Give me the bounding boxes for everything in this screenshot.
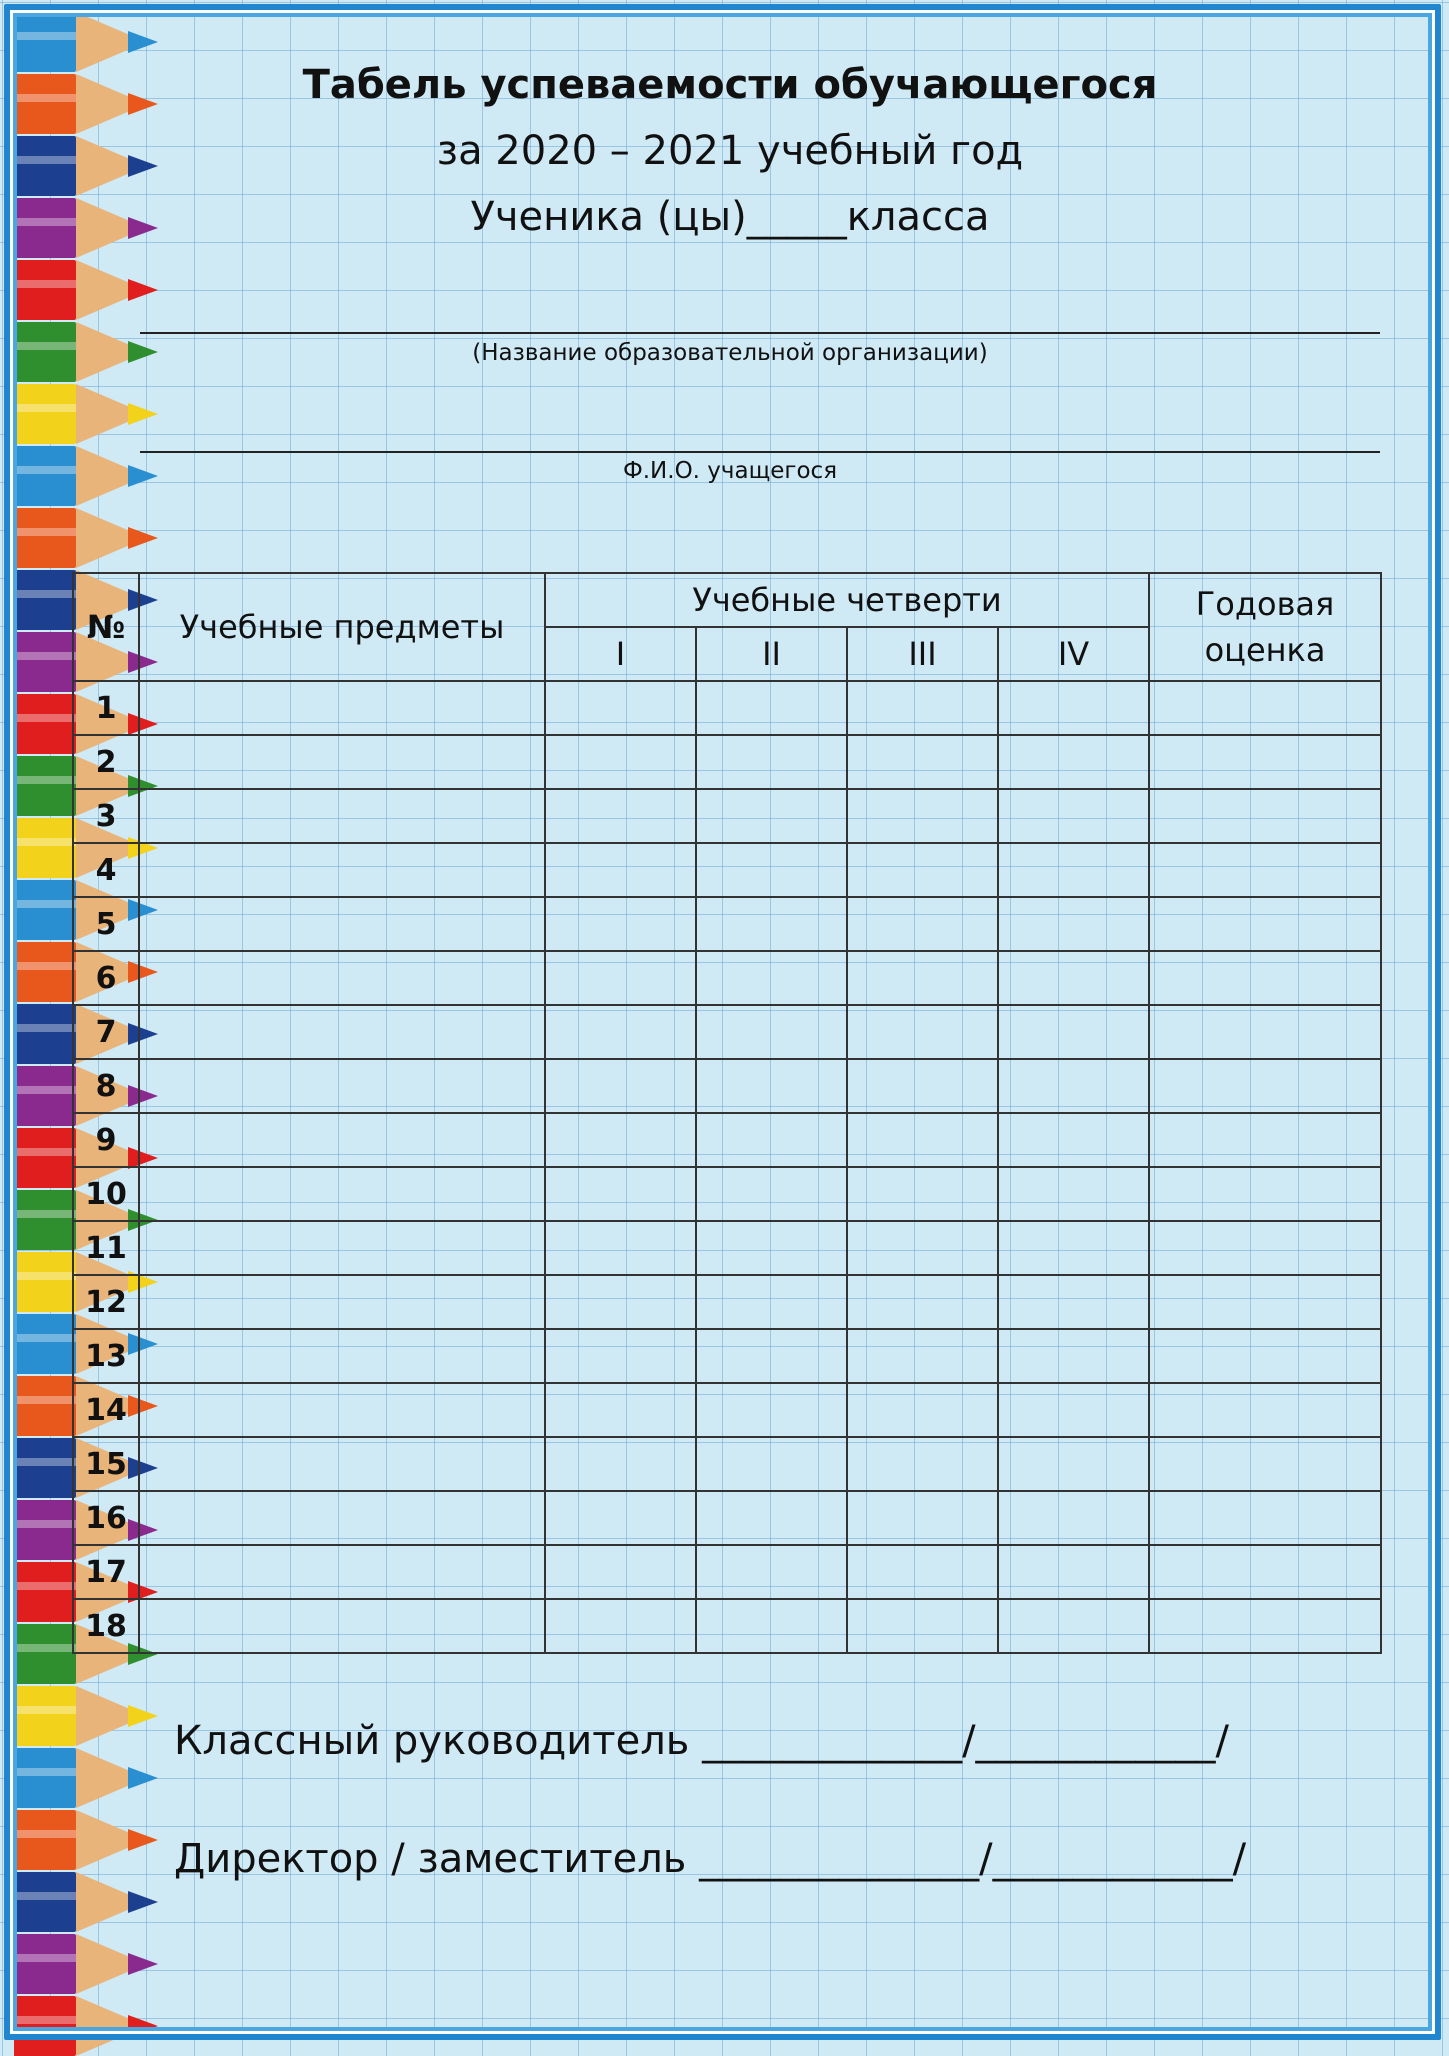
subject-cell[interactable] xyxy=(139,1167,545,1221)
pencil-icon xyxy=(14,1872,164,1932)
quarter-2-cell[interactable] xyxy=(696,681,847,735)
quarter-1-cell[interactable] xyxy=(545,1005,696,1059)
quarter-4-cell[interactable] xyxy=(998,1599,1149,1653)
quarter-4-header: IV xyxy=(998,627,1149,681)
table-row xyxy=(73,1221,1381,1275)
quarter-3-cell[interactable] xyxy=(847,897,998,951)
class-line: Ученика (цы)_____класса xyxy=(470,194,990,240)
quarter-2-cell[interactable] xyxy=(696,1599,847,1653)
quarter-2-cell[interactable] xyxy=(696,1113,847,1167)
quarter-2-cell[interactable] xyxy=(696,1167,847,1221)
quarter-2-cell[interactable] xyxy=(696,1437,847,1491)
quarter-3-cell[interactable] xyxy=(847,951,998,1005)
quarter-3-cell[interactable] xyxy=(847,1167,998,1221)
quarter-2-cell[interactable] xyxy=(696,1005,847,1059)
quarter-2-cell[interactable] xyxy=(696,1275,847,1329)
quarters-header: Учебные четверти xyxy=(545,573,1149,627)
quarter-1-cell[interactable] xyxy=(545,951,696,1005)
annual-grade-cell[interactable] xyxy=(1149,897,1381,951)
table-row xyxy=(73,843,1381,897)
quarter-2-cell[interactable] xyxy=(696,1329,847,1383)
subject-cell[interactable] xyxy=(139,1383,545,1437)
quarter-2-cell[interactable] xyxy=(696,1221,847,1275)
quarter-1-cell[interactable] xyxy=(545,1167,696,1221)
row-number: 5 xyxy=(73,897,139,951)
annual-grade-cell[interactable] xyxy=(1149,1167,1381,1221)
annual-grade-label-1: Годовая xyxy=(1195,585,1335,623)
table-row xyxy=(73,1545,1381,1599)
student-name-line[interactable] xyxy=(140,451,1380,453)
pencil-icon xyxy=(14,260,164,320)
quarter-1-cell[interactable] xyxy=(545,1329,696,1383)
subject-cell[interactable] xyxy=(139,789,545,843)
quarter-4-cell[interactable] xyxy=(998,951,1149,1005)
table-row xyxy=(73,1167,1381,1221)
table-row xyxy=(73,1491,1381,1545)
quarter-1-cell[interactable] xyxy=(545,1599,696,1653)
subjects-header: Учебные предметы xyxy=(139,573,545,681)
quarter-4-cell[interactable] xyxy=(998,735,1149,789)
quarter-1-cell[interactable] xyxy=(545,735,696,789)
quarter-1-cell[interactable] xyxy=(545,681,696,735)
quarter-4-cell[interactable] xyxy=(998,843,1149,897)
pencil-icon xyxy=(14,1748,164,1808)
quarter-3-cell[interactable] xyxy=(847,1491,998,1545)
subject-cell[interactable] xyxy=(139,951,545,1005)
annual-grade-label-2: оценка xyxy=(1204,631,1326,669)
table-row xyxy=(73,897,1381,951)
table-row xyxy=(73,1113,1381,1167)
quarter-2-cell[interactable] xyxy=(696,789,847,843)
subject-cell[interactable] xyxy=(139,1599,545,1653)
organization-name-line[interactable] xyxy=(140,332,1380,334)
subject-cell[interactable] xyxy=(139,1545,545,1599)
row-number: 15 xyxy=(73,1437,139,1491)
annual-grade-cell[interactable] xyxy=(1149,1599,1381,1653)
quarter-3-cell[interactable] xyxy=(847,1383,998,1437)
quarter-4-cell[interactable] xyxy=(998,1545,1149,1599)
table-row xyxy=(73,1329,1381,1383)
pencil-icon xyxy=(14,1996,164,2056)
row-number: 4 xyxy=(73,843,139,897)
quarter-3-cell[interactable] xyxy=(847,843,998,897)
quarter-3-cell[interactable] xyxy=(847,681,998,735)
quarter-4-cell[interactable] xyxy=(998,681,1149,735)
pencil-icon xyxy=(14,1934,164,1994)
row-number: 1 xyxy=(73,681,139,735)
annual-grade-cell[interactable] xyxy=(1149,843,1381,897)
quarter-2-cell[interactable] xyxy=(696,735,847,789)
report-card-title: Табель успеваемости обучающегося xyxy=(302,62,1158,108)
table-row xyxy=(73,951,1381,1005)
annual-grade-cell[interactable] xyxy=(1149,1221,1381,1275)
annual-grade-cell[interactable] xyxy=(1149,1005,1381,1059)
row-number: 3 xyxy=(73,789,139,843)
table-row xyxy=(73,681,1381,735)
quarter-3-cell[interactable] xyxy=(847,789,998,843)
quarter-3-cell[interactable] xyxy=(847,1437,998,1491)
annual-grade-header xyxy=(1149,573,1381,681)
number-header: № xyxy=(73,573,139,681)
table-row xyxy=(73,1437,1381,1491)
row-number: 2 xyxy=(73,735,139,789)
annual-grade-cell[interactable] xyxy=(1149,1329,1381,1383)
quarter-2-cell[interactable] xyxy=(696,1059,847,1113)
row-number: 9 xyxy=(73,1113,139,1167)
table-row xyxy=(73,789,1381,843)
class-teacher-signature: Классный руководитель _____________/____________/ xyxy=(174,1718,1230,1764)
quarter-3-cell[interactable] xyxy=(847,1599,998,1653)
annual-grade-cell[interactable] xyxy=(1149,1437,1381,1491)
annual-grade-cell[interactable] xyxy=(1149,789,1381,843)
quarter-4-cell[interactable] xyxy=(998,1167,1149,1221)
annual-grade-cell[interactable] xyxy=(1149,1275,1381,1329)
pencil-icon xyxy=(14,508,164,568)
annual-grade-cell[interactable] xyxy=(1149,1383,1381,1437)
student-name-caption: Ф.И.О. учащегося xyxy=(622,458,838,484)
annual-grade-cell[interactable] xyxy=(1149,1545,1381,1599)
row-number: 11 xyxy=(73,1221,139,1275)
quarter-1-cell[interactable] xyxy=(545,1491,696,1545)
quarter-1-cell[interactable] xyxy=(545,1437,696,1491)
annual-grade-cell[interactable] xyxy=(1149,951,1381,1005)
table-row xyxy=(73,1275,1381,1329)
quarter-3-cell[interactable] xyxy=(847,1059,998,1113)
row-number: 17 xyxy=(73,1545,139,1599)
grades-table xyxy=(72,572,1382,1654)
quarter-1-cell[interactable] xyxy=(545,1275,696,1329)
quarter-4-cell[interactable] xyxy=(998,1005,1149,1059)
quarter-4-cell[interactable] xyxy=(998,1113,1149,1167)
quarter-3-header: III xyxy=(847,627,998,681)
subject-cell[interactable] xyxy=(139,1005,545,1059)
annual-grade-cell[interactable] xyxy=(1149,1059,1381,1113)
subject-cell[interactable] xyxy=(139,1275,545,1329)
subject-cell[interactable] xyxy=(139,843,545,897)
subject-cell[interactable] xyxy=(139,1437,545,1491)
quarter-4-cell[interactable] xyxy=(998,789,1149,843)
quarter-1-cell[interactable] xyxy=(545,1059,696,1113)
subject-cell[interactable] xyxy=(139,1491,545,1545)
quarter-2-cell[interactable] xyxy=(696,1383,847,1437)
row-number: 8 xyxy=(73,1059,139,1113)
row-number: 7 xyxy=(73,1005,139,1059)
quarter-2-cell[interactable] xyxy=(696,951,847,1005)
quarter-1-cell[interactable] xyxy=(545,1113,696,1167)
quarter-1-cell[interactable] xyxy=(545,843,696,897)
quarter-2-cell[interactable] xyxy=(696,843,847,897)
quarter-3-cell[interactable] xyxy=(847,1005,998,1059)
quarter-2-cell[interactable] xyxy=(696,897,847,951)
quarter-2-cell[interactable] xyxy=(696,1491,847,1545)
quarter-1-cell[interactable] xyxy=(545,789,696,843)
quarter-2-header: II xyxy=(696,627,847,681)
pencil-icon xyxy=(14,384,164,444)
pencil-icon xyxy=(14,1810,164,1870)
subject-cell[interactable] xyxy=(139,1221,545,1275)
row-number: 6 xyxy=(73,951,139,1005)
quarter-1-cell[interactable] xyxy=(545,1545,696,1599)
subject-cell[interactable] xyxy=(139,1329,545,1383)
annual-grade-cell[interactable] xyxy=(1149,735,1381,789)
quarter-3-cell[interactable] xyxy=(847,1275,998,1329)
quarter-4-cell[interactable] xyxy=(998,1221,1149,1275)
quarter-1-cell[interactable] xyxy=(545,897,696,951)
quarter-1-header: I xyxy=(545,627,696,681)
school-year: за 2020 – 2021 учебный год xyxy=(436,128,1024,174)
table-row xyxy=(73,735,1381,789)
quarter-3-cell[interactable] xyxy=(847,1329,998,1383)
quarter-2-cell[interactable] xyxy=(696,1545,847,1599)
annual-grade-cell[interactable] xyxy=(1149,1113,1381,1167)
quarter-3-cell[interactable] xyxy=(847,735,998,789)
annual-grade-cell[interactable] xyxy=(1149,1491,1381,1545)
quarter-4-cell[interactable] xyxy=(998,1491,1149,1545)
row-number: 14 xyxy=(73,1383,139,1437)
subject-cell[interactable] xyxy=(139,681,545,735)
quarter-3-cell[interactable] xyxy=(847,1113,998,1167)
quarter-1-cell[interactable] xyxy=(545,1221,696,1275)
subject-cell[interactable] xyxy=(139,1113,545,1167)
quarter-4-cell[interactable] xyxy=(998,1059,1149,1113)
quarter-4-cell[interactable] xyxy=(998,1437,1149,1491)
quarter-3-cell[interactable] xyxy=(847,1221,998,1275)
row-number: 13 xyxy=(73,1329,139,1383)
annual-grade-cell[interactable] xyxy=(1149,681,1381,735)
table-row xyxy=(73,1005,1381,1059)
row-number: 10 xyxy=(73,1167,139,1221)
table-row xyxy=(73,1383,1381,1437)
quarter-4-cell[interactable] xyxy=(998,1329,1149,1383)
quarter-4-cell[interactable] xyxy=(998,897,1149,951)
pencil-icon xyxy=(14,1686,164,1746)
table-row xyxy=(73,1599,1381,1653)
row-number: 18 xyxy=(73,1599,139,1653)
organization-caption: (Название образовательной организации) xyxy=(472,340,988,366)
director-signature: Директор / заместитель ______________/____________/ xyxy=(174,1836,1247,1882)
subject-cell[interactable] xyxy=(139,1059,545,1113)
quarter-1-cell[interactable] xyxy=(545,1383,696,1437)
quarter-4-cell[interactable] xyxy=(998,1275,1149,1329)
row-number: 12 xyxy=(73,1275,139,1329)
subject-cell[interactable] xyxy=(139,897,545,951)
row-number: 16 xyxy=(73,1491,139,1545)
subject-cell[interactable] xyxy=(139,735,545,789)
quarter-3-cell[interactable] xyxy=(847,1545,998,1599)
table-row xyxy=(73,1059,1381,1113)
quarter-4-cell[interactable] xyxy=(998,1383,1149,1437)
